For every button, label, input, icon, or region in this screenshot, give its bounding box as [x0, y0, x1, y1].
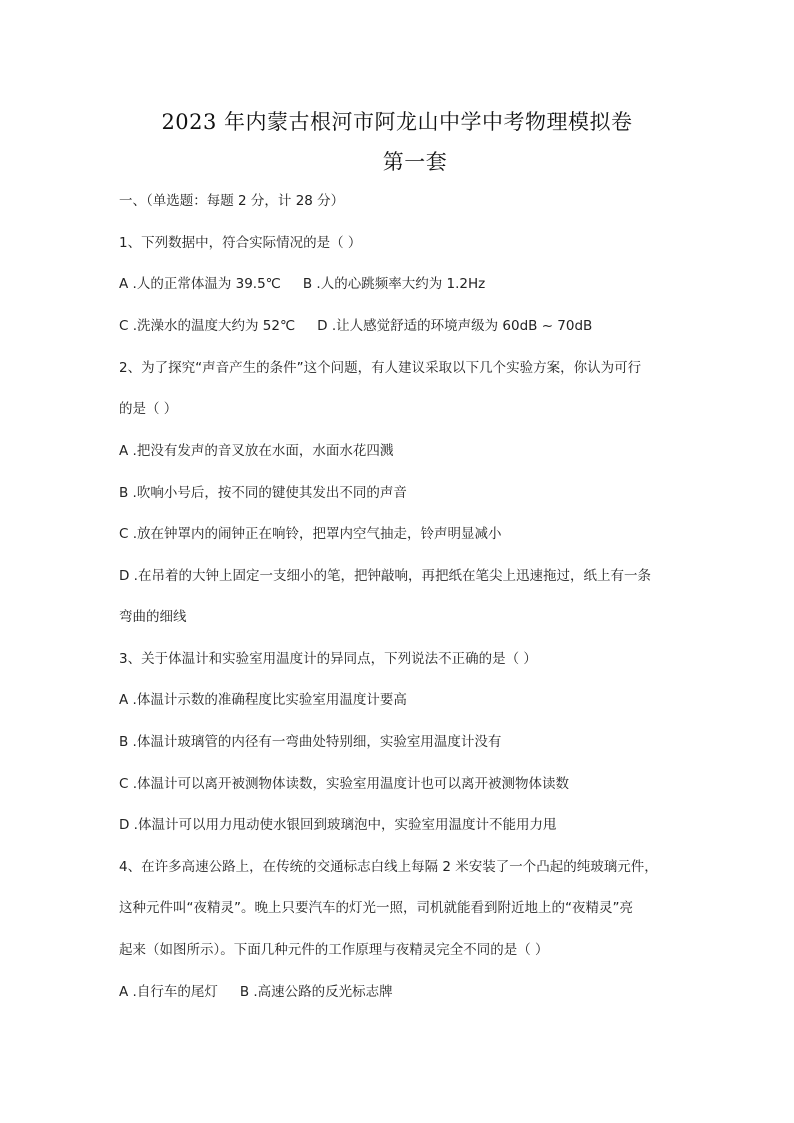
question-2-option-a: A .把没有发声的音叉放在水面，水面水花四溅 [119, 443, 394, 459]
question-2-option-b: B .吹响小号后，按不同的键使其发出不同的声音 [119, 485, 407, 501]
page-title: 2023 年内蒙古根河市阿龙山中学中考物理模拟卷 [161, 110, 633, 134]
question-4-option-b: B .高速公路的反光标志牌 [239, 984, 393, 1000]
section-heading: 一、（单选题：每题 2 分，计 28 分） [119, 193, 345, 209]
question-4-options-row-1 [119, 983, 393, 1001]
page-subtitle: 第一套 [382, 150, 448, 174]
question-1-option-a: A .人的正常体温为 39.5℃ [119, 276, 281, 292]
question-2-option-d-continued: 弯曲的细线 [119, 609, 187, 625]
question-1-option-d: D .让人感觉舒适的环境声级为 60dB ~ 70dB [317, 318, 593, 334]
question-3-stem: 3、关于体温计和实验室用温度计的异同点，下列说法不正确的是（ ） [119, 651, 537, 667]
question-1-option-b: B .人的心跳频率大约为 1.2Hz [302, 276, 486, 292]
question-1-option-c: C .洗澡水的温度大约为 52℃ [119, 318, 296, 334]
question-4-stem-line-2: 这种元件叫“夜精灵”。晚上只要汽车的灯光一照，司机就能看到附近地上的“夜精灵”亮 [119, 900, 633, 916]
question-1-options-row-2 [119, 317, 592, 335]
question-2-option-c: C .放在钟罩内的闹钟正在响铃，把罩内空气抽走，铃声明显减小 [119, 526, 502, 542]
question-1-stem: 1、下列数据中，符合实际情况的是（ ） [119, 235, 362, 251]
question-3-option-d: D .体温计可以用力甩动使水银回到玻璃泡中，实验室用温度计不能用力甩 [119, 817, 557, 833]
question-3-option-a: A .体温计示数的准确程度比实验室用温度计要高 [119, 692, 407, 708]
question-2-stem-line-1: 2、为了探究“声音产生的条件”这个问题，有人建议采取以下几个实验方案，你认为可行 [119, 360, 642, 376]
question-2-option-d: D .在吊着的大钟上固定一支细小的笔，把钟敲响，再把纸在笔尖上迅速拖过，纸上有一条 [119, 568, 651, 584]
question-2-stem-line-2: 的是（ ） [119, 401, 178, 417]
question-3-option-b: B .体温计玻璃管的内径有一弯曲处特别细，实验室用温度计没有 [119, 734, 502, 750]
question-4-stem-line-1: 4、在许多高速公路上，在传统的交通标志白线上每隔 2 米安装了一个凸起的纯玻璃元件， [119, 859, 658, 875]
question-4-option-a: A .自行车的尾灯 [119, 984, 218, 1000]
question-3-option-c: C .体温计可以离开被测物体读数，实验室用温度计也可以离开被测物体读数 [119, 776, 570, 792]
question-1-options-row-1 [119, 275, 485, 293]
question-4-stem-line-3: 起来（如图所示）。下面几种元件的工作原理与夜精灵完全不同的是（ ） [119, 942, 549, 958]
